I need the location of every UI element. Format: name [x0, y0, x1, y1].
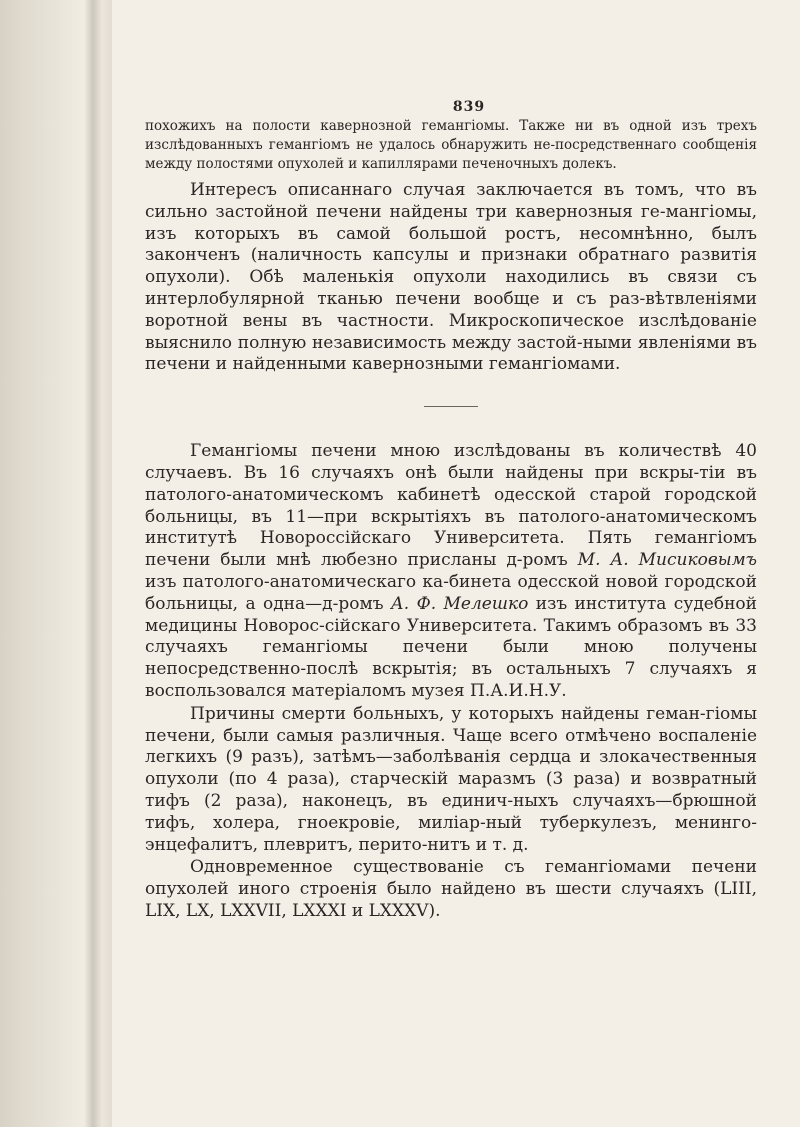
continued-note-paragraph: похожихъ на полости кавернозной гемангіомы. Также ни въ одной изъ трехъ изслѣдованныхъ гемангіомъ не удалось обнаружить не-посредственнаго сообщенія между полостями опухолей и капиллярами печеночныхъ долекъ.: [145, 118, 757, 172]
page-fold-shadow: [84, 0, 102, 1127]
text-run: изъ института судебной медицины Новорос-сійскаго Университета. Такимъ образомъ въ 33 случаяхъ гемангіомы печени были мною получены непосредственно-послѣ вскрытія; въ остальныхъ 7 случаяхъ я воспользовался матеріаломъ музея П.А.И.Н.У.: [145, 593, 757, 701]
page-number: 839: [452, 99, 486, 115]
page-body: [145, 117, 757, 923]
binding-gutter: [0, 0, 112, 1127]
paragraph-case-interest: Интересъ описаннаго случая заключается въ томъ, что въ сильно застойной печени найдены три кавернозныя ге-мангіомы, изъ которыхъ въ самой большой ростъ, несомнѣнно, былъ законченъ (наличность капсулы и признаки обратнаго развитія опухоли). Обѣ маленькія опухоли находились въ связи съ интерлобулярной тканью печени вообще и съ раз-вѣтвленіями воротной вены въ частности. Микроскопическое изслѣдованіе выяснило полную независимость между застой-ными явленіями въ печени и найденными кавернозными гемангіомами.: [145, 180, 757, 375]
section-separator: [424, 406, 478, 407]
text-run: изъ патолого-анатомическаго ка-бинета одесской новой городской больницы, а одна—д-ромъ: [145, 571, 757, 614]
person-name: М. А. Мисиковымъ: [577, 550, 758, 571]
text-run: Гемангіомы печени мною изслѣдованы въ количествѣ 40 случаевъ. Въ 16 случаяхъ онѣ были найдены при вскры-тіи въ патолого-анатомическомъ кабинетѣ одесской старой городской больницы, въ 11—при вскрытіяхъ въ патолого-анатомическомъ институтѣ Новороссійскаго Университета. Пять гемангіомъ печени были мнѣ любезно присланы д-ромъ: [145, 441, 757, 571]
paragraph-material: [145, 441, 757, 703]
paragraph-coexisting-tumors: Одновременное существованіе съ гемангіомами печени опухолей иного строенія было найдено въ шести случаяхъ (LIII, LIX, LX, LXXVII, LXXXI и LXXXV).: [145, 857, 757, 921]
paragraph-causes-of-death: Причины смерти больныхъ, у которыхъ найдены геман-гіомы печени, были самыя различныя. Чаще всего отмѣчено воспаленіе легкихъ (9 разъ), затѣмъ—заболѣванія сердца и злокачественныя опухоли (по 4 раза), старческій маразмъ (3 раза) и возвратный тифъ (2 раза), наконецъ, въ единич-ныхъ случаяхъ—брюшной тифъ, холера, гноекровіе, миліар-ный туберкулезъ, менинго-энцефалитъ, плевритъ, перито-нитъ и т. д.: [145, 703, 757, 855]
person-name: А. Ф. Мелешко: [390, 593, 529, 614]
